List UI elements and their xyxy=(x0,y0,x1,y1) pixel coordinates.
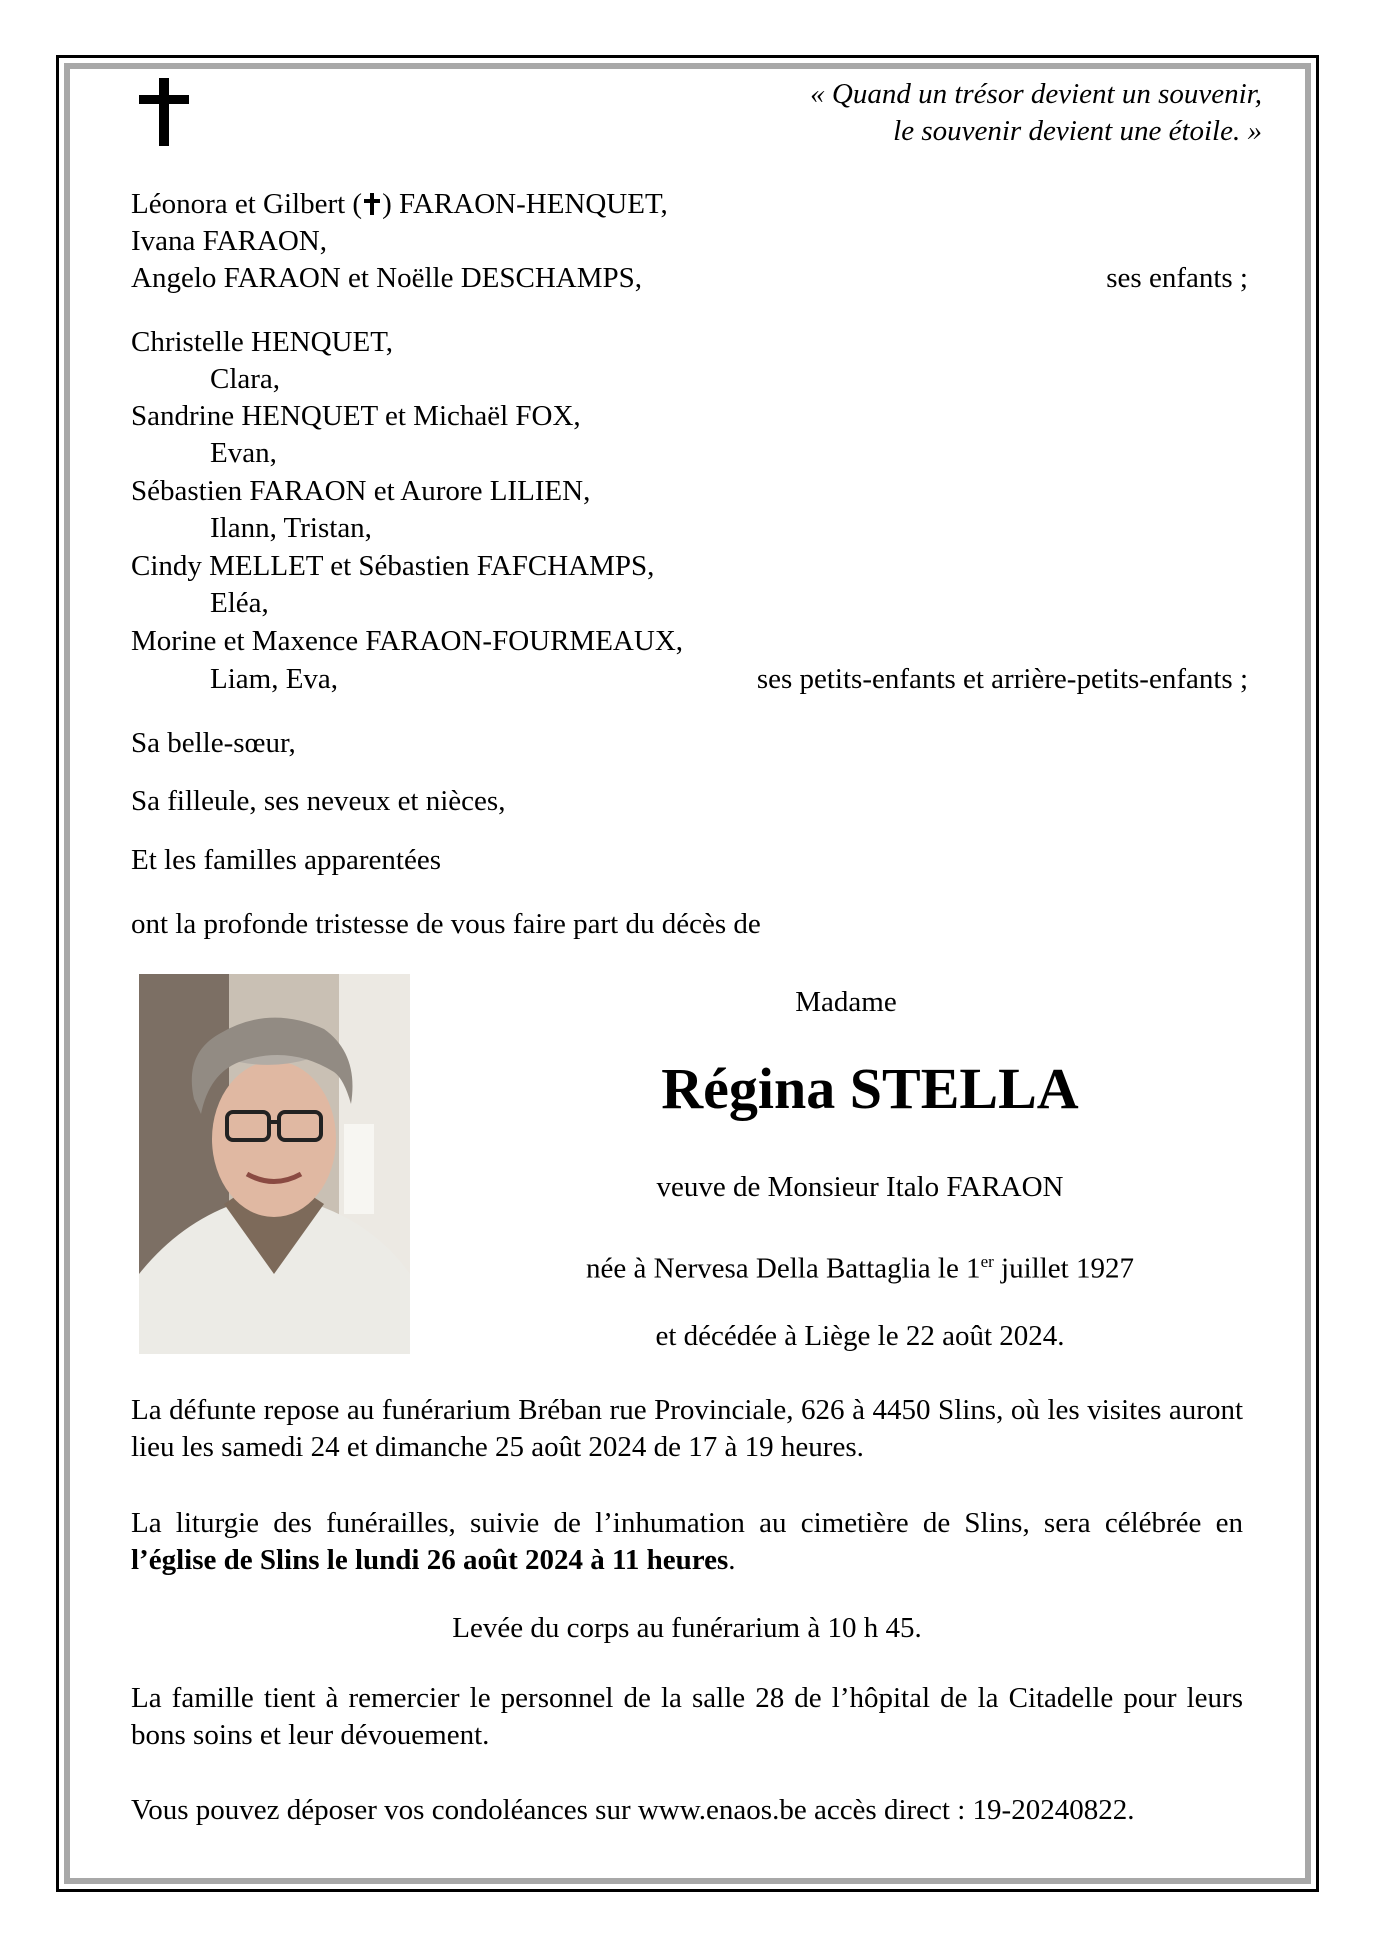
thanks-paragraph: La famille tient à remercier le personnel de la salle 28 de l’hôpital de la Citadelle pour leurs bons soins et leur dévouement. xyxy=(131,1682,1243,1751)
quote-line-2: le souvenir devient une étoile. » xyxy=(893,115,1262,147)
grandchildren-relation: ses petits-enfants et arrière-petits-enfants ; xyxy=(756,663,1248,695)
families-line: Et les familles apparentées xyxy=(131,844,442,876)
condolences-paragraph: Vous pouvez déposer vos condoléances sur www.enaos.be accès direct : 19-20240822. xyxy=(131,1794,1135,1826)
deceased-name: Régina STELLA xyxy=(661,1056,1079,1121)
children-line-2: Ivana FARAON, xyxy=(131,225,327,257)
children-line-1: Léonora et Gilbert ( ) FARAON-HENQUET, xyxy=(131,188,668,220)
liturgy-paragraph: La liturgie des funérailles, suivie de l’inhumation au cimetière de Slins, sera célébrée en l’église de Slins le lundi 26 août 2024 à 11 heures. xyxy=(131,1507,1243,1576)
cross-icon xyxy=(139,78,189,146)
children-line-3: Angelo FARAON et Noëlle DESCHAMPS, xyxy=(131,262,642,294)
grandchildren-line: Clara, xyxy=(210,363,281,395)
grandchildren-line: Evan, xyxy=(210,437,277,469)
quote-line-1: « Quand un trésor devient un souvenir, xyxy=(810,78,1262,110)
repose-paragraph: La défunte repose au funérarium Bréban rue Provinciale, 626 à 4450 Slins, où les visites auront lieu les samedi 24 et dimanche 25 août 2024 de 17 à 19 heures. xyxy=(131,1394,1243,1463)
grandchildren-line: Liam, Eva, xyxy=(210,663,339,695)
birth-line: née à Nervesa Della Battaglia le 1er juillet 1927 xyxy=(586,1252,1134,1285)
widow-line: veuve de Monsieur Italo FARAON xyxy=(656,1171,1064,1203)
deceased-photo xyxy=(139,974,410,1354)
announcement-line: ont la profonde tristesse de vous faire part du décès de xyxy=(131,908,761,940)
grandchildren-line: Sandrine HENQUET et Michaël FOX, xyxy=(131,400,581,432)
levee-line: Levée du corps au funérarium à 10 h 45. xyxy=(452,1612,922,1644)
grandchildren-line: Sébastien FARAON et Aurore LILIEN, xyxy=(131,475,591,507)
deceased-title: Madame xyxy=(795,986,897,1018)
grandchildren-line: Eléa, xyxy=(210,587,269,619)
death-line: et décédée à Liège le 22 août 2024. xyxy=(655,1320,1065,1352)
goddaughter-line: Sa filleule, ses neveux et nièces, xyxy=(131,785,506,817)
grandchildren-line: Cindy MELLET et Sébastien FAFCHAMPS, xyxy=(131,550,655,582)
grandchildren-line: Morine et Maxence FARAON-FOURMEAUX, xyxy=(131,625,684,657)
children-relation: ses enfants ; xyxy=(1106,262,1248,294)
deceased-cross-icon xyxy=(364,193,380,215)
sister-in-law-line: Sa belle-sœur, xyxy=(131,727,296,759)
grandchildren-line: Ilann, Tristan, xyxy=(210,512,372,544)
grandchildren-line: Christelle HENQUET, xyxy=(131,326,394,358)
